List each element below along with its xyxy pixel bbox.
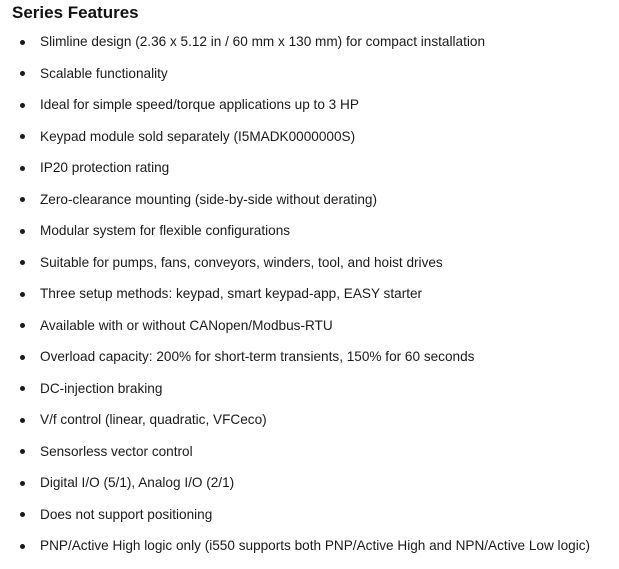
list-item bbox=[12, 506, 619, 538]
list-item bbox=[12, 411, 619, 443]
feature-text: Zero-clearance mounting (side-by-side without derating) bbox=[40, 191, 377, 207]
feature-text: Available with or without CANopen/Modbus-RTU bbox=[40, 317, 333, 333]
bullet-icon bbox=[20, 386, 25, 391]
feature-text: V/f control (linear, quadratic, VFCeco) bbox=[40, 412, 267, 427]
bullet-icon bbox=[20, 449, 25, 454]
bullet-icon bbox=[20, 134, 25, 139]
bullet-icon bbox=[20, 292, 25, 297]
bullet-icon bbox=[20, 544, 25, 549]
feature-text: Three setup methods: keypad, smart keypad-app, EASY starter bbox=[40, 286, 423, 301]
feature-text: Does not support positioning bbox=[40, 506, 213, 522]
list-item bbox=[12, 443, 619, 475]
list-item bbox=[12, 191, 619, 223]
bullet-icon bbox=[20, 323, 25, 328]
feature-text: Sensorless vector control bbox=[40, 443, 193, 459]
feature-text: Modular system for flexible configurations bbox=[40, 223, 291, 238]
feature-text: DC-injection braking bbox=[40, 380, 163, 396]
bullet-icon bbox=[20, 166, 25, 171]
list-item bbox=[12, 128, 619, 160]
feature-text: PNP/Active High logic only (i550 supports both PNP/Active High and NPN/Active Low logic) bbox=[40, 538, 591, 553]
bullet-icon bbox=[20, 481, 25, 486]
list-item bbox=[12, 285, 619, 317]
feature-text: Ideal for simple speed/torque applications up to 3 HP bbox=[40, 97, 359, 112]
feature-text: Keypad module sold separately (I5MADK0000000S) bbox=[40, 128, 356, 144]
list-item bbox=[12, 537, 619, 569]
bullet-icon bbox=[20, 40, 25, 45]
feature-list bbox=[12, 33, 619, 569]
bullet-icon bbox=[20, 229, 25, 234]
bullet-icon bbox=[20, 512, 25, 517]
section-title: Series Features bbox=[12, 3, 139, 22]
list-item bbox=[12, 96, 619, 128]
bullet-icon bbox=[20, 197, 25, 202]
list-item bbox=[12, 348, 619, 380]
list-item bbox=[12, 65, 619, 97]
list-item bbox=[12, 222, 619, 254]
list-item bbox=[12, 380, 619, 412]
list-item bbox=[12, 159, 619, 191]
feature-text: IP20 protection rating bbox=[40, 160, 170, 175]
feature-text: Digital I/O (5/1), Analog I/O (2/1) bbox=[40, 475, 235, 490]
feature-text: Slimline design (2.36 x 5.12 in / 60 mm x 130 mm) for compact installation bbox=[40, 34, 486, 49]
list-item bbox=[12, 33, 619, 65]
bullet-icon bbox=[20, 260, 25, 265]
bullet-icon bbox=[20, 71, 25, 76]
list-item bbox=[12, 254, 619, 286]
bullet-icon bbox=[20, 355, 25, 360]
bullet-icon bbox=[20, 418, 25, 423]
feature-text: Suitable for pumps, fans, conveyors, winders, tool, and hoist drives bbox=[40, 254, 443, 270]
list-item bbox=[12, 317, 619, 349]
bullet-icon bbox=[20, 103, 25, 108]
list-item bbox=[12, 474, 619, 506]
feature-text: Scalable functionality bbox=[40, 65, 168, 81]
feature-text: Overload capacity: 200% for short-term transients, 150% for 60 seconds bbox=[40, 349, 475, 364]
